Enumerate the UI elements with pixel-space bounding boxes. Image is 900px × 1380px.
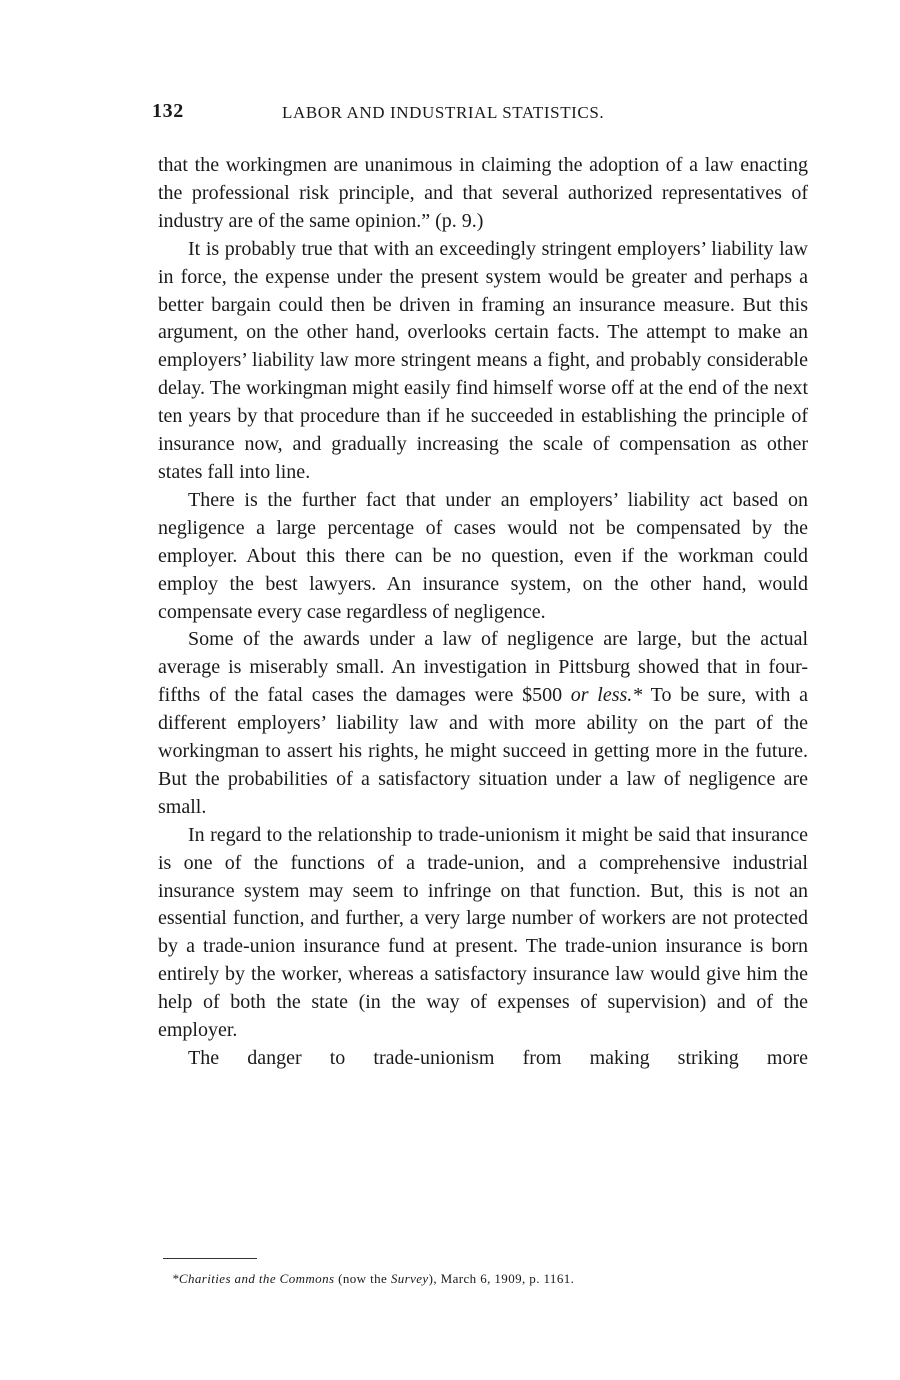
- page-number: 132: [152, 100, 184, 122]
- footnote-end: ), March 6, 1909, p. 1161.: [428, 1271, 575, 1286]
- paragraph-awards: [158, 626, 808, 821]
- paragraph-final-line: The danger to trade-unionism from making striking more: [188, 1047, 808, 1069]
- page: [152, 100, 809, 1073]
- footnote-marker: *: [172, 1271, 179, 1286]
- paragraph-continuation: that the workingmen are unanimous in claiming the adoption of a law enacting the professional risk principle, and that several authorized representatives of industry are of the same opinion.” (p. 9.): [158, 154, 808, 232]
- paragraph-trade-unionism: In regard to the relationship to trade-unionism it might be said that insurance is one of the functions of a trade-union, and a comprehensive industrial insurance system may seem to infringe on that function. But, this is not an essential function, and further, a very large number of workers are not protected by a trade-union insurance fund at present. The trade-union insurance is born entirely by the worker, whereas a satisfactory insurance law would give him the help of both the state (in the way of expenses of supervision) and of the employer.: [158, 823, 808, 1042]
- footnote-rule: [163, 1258, 257, 1259]
- awards-text-before: Some of the awards under a law of negligence are large, but the actual average is miserably small. An investigation in Pittsburg showed that in four-fifths of the fatal cases the damages were $500: [158, 628, 808, 707]
- body-text: [158, 152, 808, 1073]
- footnote-source-title: Charities and the Commons: [178, 1271, 335, 1286]
- footnote-middle: (now the: [334, 1271, 391, 1286]
- footnote-renamed-title: Survey: [390, 1271, 429, 1286]
- running-head: [152, 100, 808, 130]
- paragraph-liability-argument: It is probably true that with an exceedingly stringent employers’ liability law in force, the expense under the present system would be greater and perhaps a better bargain could then be driven in framing an insurance measure. But this argument, on the other hand, overlooks certain facts. The attempt to make an employers’ liability law more stringent means a fight, and probably considerable delay. The workingman might easily find himself worse off at the end of the next ten years by that procedure than if he succeeded in establishing the principle of insurance now, and gradually increasing the scale of compensation as other states fall into line.: [158, 237, 808, 483]
- awards-emphasis: or less.*: [570, 684, 643, 707]
- footnote: [172, 1271, 574, 1287]
- running-title: LABOR AND INDUSTRIAL STATISTICS.: [282, 103, 605, 122]
- awards-text-after: To be sure, with a different employers’ liability law and with more ability on the part of the workingman to assert his rights, he might succeed in getting more in the future. But the probabilities of a satisfactory situation under a law of negligence are small.: [158, 684, 809, 818]
- paragraph-negligence-compensation: There is the further fact that under an employers’ liability act based on negligence a large percentage of cases would not be compensated by the employer. About this there can be no question, even if the workman could employ the best lawyers. An insurance system, on the other hand, would compensate every case regardless of negligence.: [158, 488, 808, 623]
